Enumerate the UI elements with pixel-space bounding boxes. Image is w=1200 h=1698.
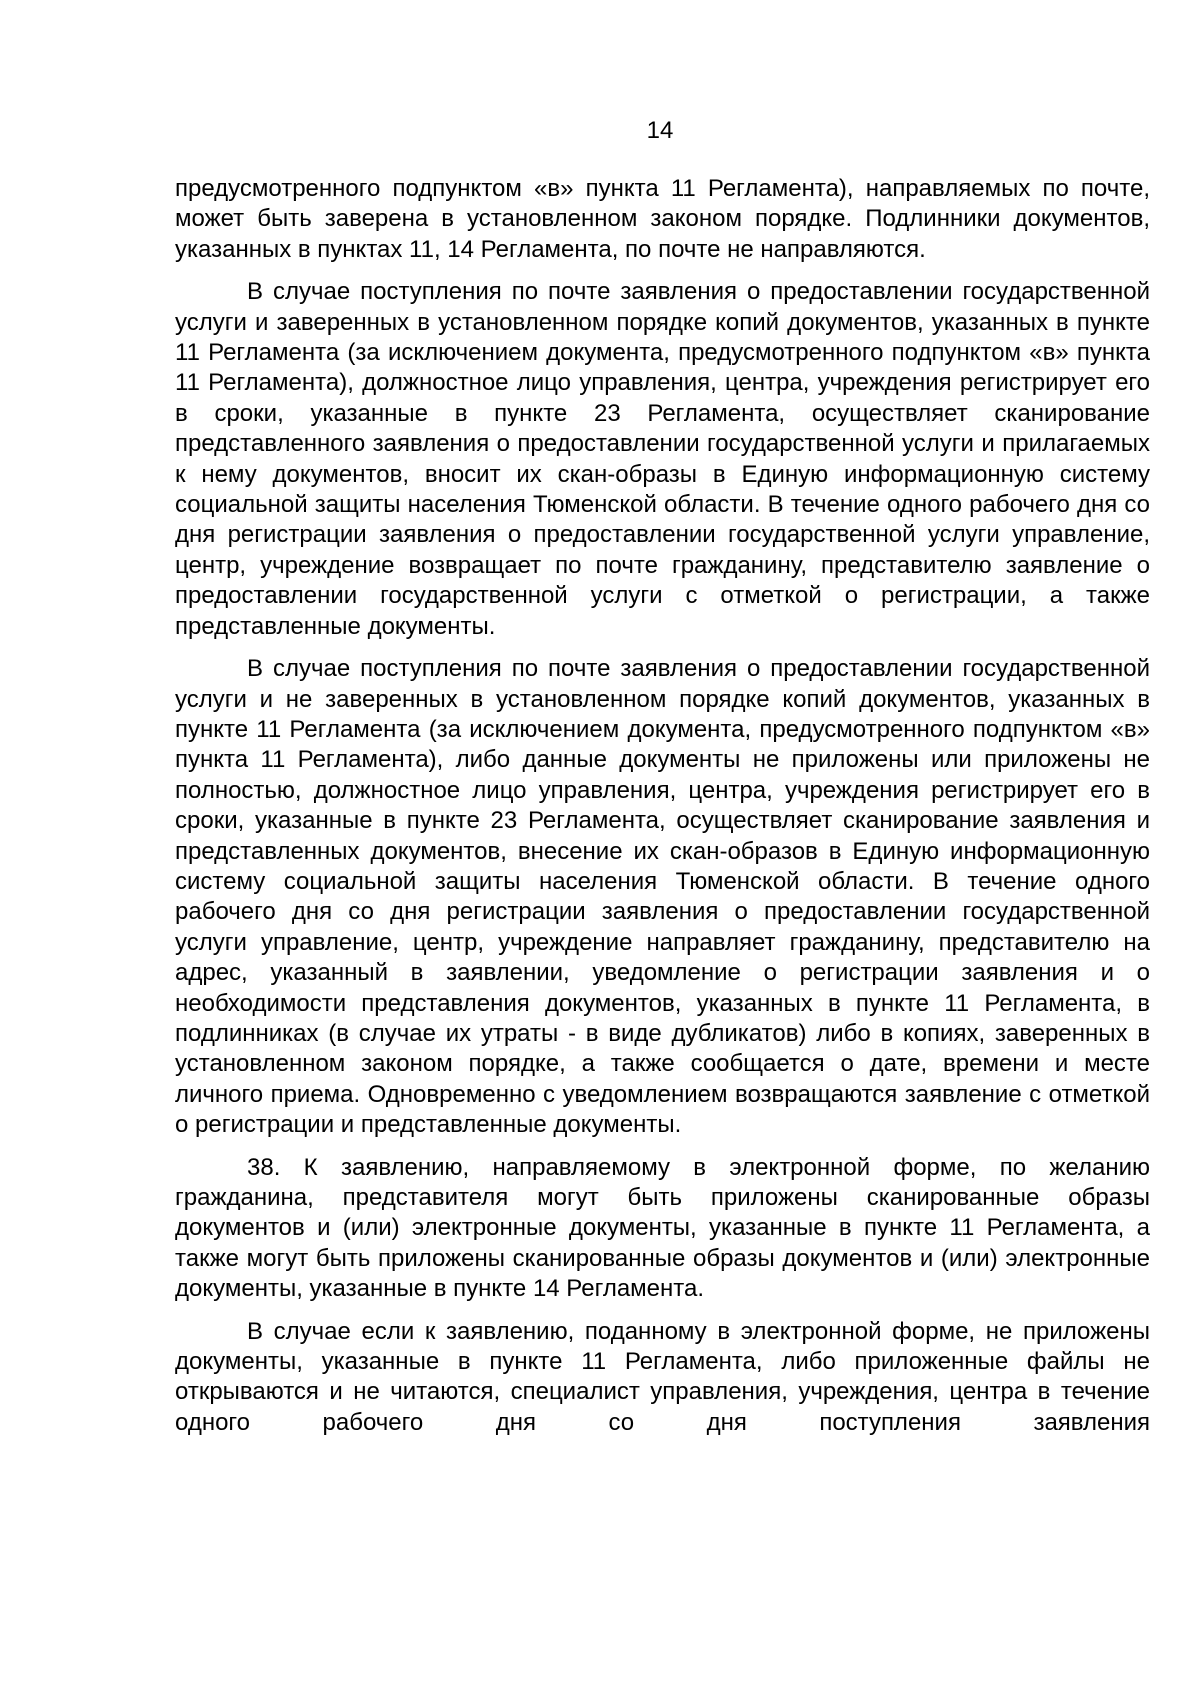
paragraph-mail-uncertified-copies: В случае поступления по почте заявления о предоставлении государственной услуги и не заверенных в установленном порядке копий документов, указанных в пункте 11 Регламента (за исключением документа, предусмотренного подпунктом «в» пункта 11 Регламента), либо данные документы не приложены или приложены не полностью, должностное лицо управления, центра, учреждения регистрирует его в сроки, указанные в пункте 23 Регламента, осуществляет сканирование заявления и представленных документов, внесение их скан-образов в Единую информационную систему социальной защиты населения Тюменской области. В течение одного рабочего дня со дня регистрации заявления о предоставлении государственной услуги управление, центр, учреждение направляет гражданину, представителю на адрес, указанный в заявлении, уведомление о регистрации заявления и о необходимости представления документов, указанных в пункте 11 Регламента, в подлинниках (в случае их утраты - в виде дубликатов) либо в копиях, заверенных в установленном законом порядке, а также сообщается о дате, времени и месте личного приема. Одновременно с уведомлением возвращаются заявление с отметкой о регистрации и представленные документы. [175,655,1150,1139]
document-body [175,174,1150,1450]
paragraph-item-38: 38. К заявлению, направляемому в электронной форме, по желанию гражданина, представителя могут быть приложены сканированные образы документов и (или) электронные документы, указанные в пункте 11 Регламента, а также могут быть приложены сканированные образы документов и (или) электронные документы, указанные в пункте 14 Регламента. [175,1153,1150,1303]
paragraph-continuation: предусмотренного подпунктом «в» пункта 11 Регламента), направляемых по почте, может быть заверена в установленном законом порядке. Подлинники документов, указанных в пунктах 11, 14 Регламента, по почте не направляются. [175,175,1150,263]
paragraph-mail-certified-copies: В случае поступления по почте заявления о предоставлении государственной услуги и заверенных в установленном порядке копий документов, указанных в пункте 11 Регламента (за исключением документа, предусмотренного подпунктом «в» пункта 11 Регламента), должностное лицо управления, центра, учреждения регистрирует его в сроки, указанные в пункте 23 Регламента, осуществляет сканирование представленного заявления о предоставлении государственной услуги и прилагаемых к нему документов, вносит их скан-образы в Единую информационную систему социальной защиты населения Тюменской области. В течение одного рабочего дня со дня регистрации заявления о предоставлении государственной услуги управление, центр, учреждение возвращает по почте гражданину, представителю заявление о предоставлении государственной услуги с отметкой о регистрации, а также представленные документы. [175,278,1150,640]
paragraph-electronic-missing-docs: В случае если к заявлению, поданному в электронной форме, не приложены документы, указанные в пункте 11 Регламента, либо приложенные файлы не открываются и не читаются, специалист управления, учреждения, центра в течение одного рабочего дня со дня поступления заявления [175,1317,1150,1436]
page-number: 14 [646,117,674,144]
